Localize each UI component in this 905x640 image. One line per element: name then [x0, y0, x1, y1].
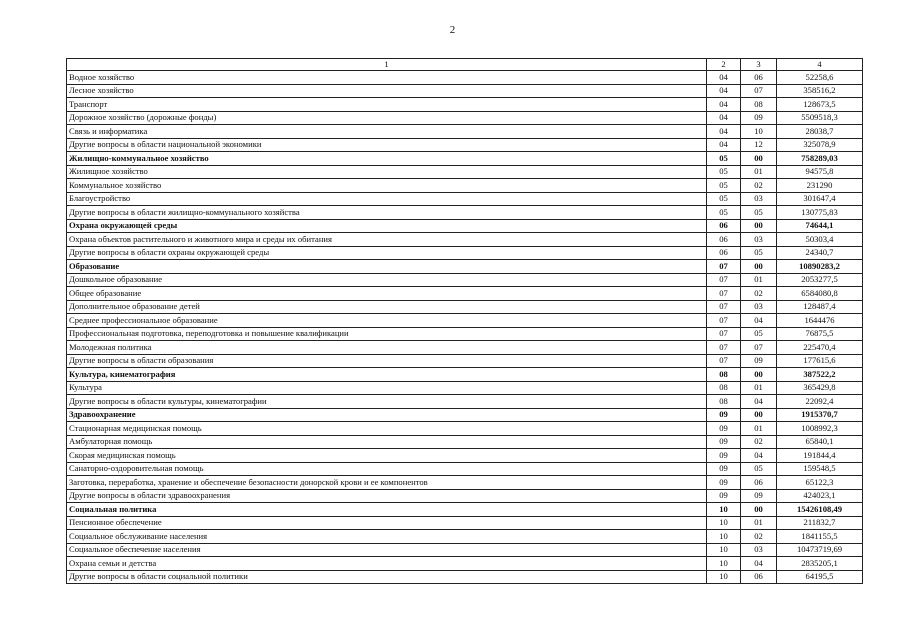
table-row — [67, 462, 863, 476]
amount-cell: 2835205,1 — [777, 557, 863, 571]
row-name-cell: Среднее профессиональное образование — [67, 314, 707, 328]
subsection-code-cell: 06 — [741, 570, 777, 584]
section-code-cell: 08 — [707, 395, 741, 409]
amount-cell: 211832,7 — [777, 516, 863, 530]
section-code-cell: 07 — [707, 260, 741, 274]
section-code-cell: 04 — [707, 71, 741, 85]
row-name-cell: Благоустройство — [67, 192, 707, 206]
row-name-cell: Связь и информатика — [67, 125, 707, 139]
table-row — [67, 314, 863, 328]
amount-cell: 52258,6 — [777, 71, 863, 85]
row-name-cell: Другие вопросы в области охраны окружающей среды — [67, 246, 707, 260]
amount-cell: 1008992,3 — [777, 422, 863, 436]
row-name-cell: Дорожное хозяйство (дорожные фонды) — [67, 111, 707, 125]
section-code-cell: 07 — [707, 341, 741, 355]
subsection-code-cell: 07 — [741, 341, 777, 355]
amount-cell: 128487,4 — [777, 300, 863, 314]
section-code-cell: 08 — [707, 381, 741, 395]
section-code-cell: 09 — [707, 462, 741, 476]
row-name-cell: Охрана объектов растительного и животного мира и среды их обитания — [67, 233, 707, 247]
table-row — [67, 300, 863, 314]
subsection-code-cell: 06 — [741, 71, 777, 85]
section-code-cell: 06 — [707, 219, 741, 233]
row-name-cell: Молодежная политика — [67, 341, 707, 355]
table-row — [67, 125, 863, 139]
table-row — [67, 395, 863, 409]
table-row — [67, 368, 863, 382]
section-code-cell: 07 — [707, 354, 741, 368]
subsection-code-cell: 00 — [741, 152, 777, 166]
subsection-code-cell: 04 — [741, 449, 777, 463]
table-header-row — [67, 59, 863, 71]
subsection-code-cell: 12 — [741, 138, 777, 152]
row-name-cell: Пенсионное обеспечение — [67, 516, 707, 530]
row-name-cell: Водное хозяйство — [67, 71, 707, 85]
section-code-cell: 09 — [707, 435, 741, 449]
table-row — [67, 435, 863, 449]
row-name-cell: Стационарная медицинская помощь — [67, 422, 707, 436]
section-code-cell: 10 — [707, 530, 741, 544]
amount-cell: 76875,5 — [777, 327, 863, 341]
amount-cell: 1915370,7 — [777, 408, 863, 422]
amount-cell: 24340,7 — [777, 246, 863, 260]
section-code-cell: 04 — [707, 138, 741, 152]
section-code-cell: 09 — [707, 449, 741, 463]
table-row — [67, 273, 863, 287]
subsection-code-cell: 03 — [741, 192, 777, 206]
section-code-cell: 05 — [707, 206, 741, 220]
subsection-code-cell: 10 — [741, 125, 777, 139]
amount-cell: 2053277,5 — [777, 273, 863, 287]
section-code-cell: 07 — [707, 314, 741, 328]
subsection-code-cell: 04 — [741, 395, 777, 409]
section-code-cell: 10 — [707, 516, 741, 530]
table-row — [67, 111, 863, 125]
subsection-code-cell: 00 — [741, 219, 777, 233]
amount-cell: 10473719,69 — [777, 543, 863, 557]
table-row — [67, 327, 863, 341]
row-name-cell: Другие вопросы в области образования — [67, 354, 707, 368]
table-row — [67, 84, 863, 98]
table-row — [67, 192, 863, 206]
table-row — [67, 246, 863, 260]
row-name-cell: Социальное обеспечение населения — [67, 543, 707, 557]
section-code-cell: 05 — [707, 179, 741, 193]
column-header-1: 1 — [67, 59, 707, 71]
section-code-cell: 04 — [707, 98, 741, 112]
row-name-cell: Жилищно-коммунальное хозяйство — [67, 152, 707, 166]
amount-cell: 15426108,49 — [777, 503, 863, 517]
page-number: 2 — [449, 24, 456, 36]
subsection-code-cell: 09 — [741, 489, 777, 503]
row-name-cell: Скорая медицинская помощь — [67, 449, 707, 463]
amount-cell: 130775,83 — [777, 206, 863, 220]
table-body — [67, 71, 863, 584]
amount-cell: 10890283,2 — [777, 260, 863, 274]
table-row — [67, 165, 863, 179]
subsection-code-cell: 01 — [741, 516, 777, 530]
section-code-cell: 07 — [707, 273, 741, 287]
row-name-cell: Дошкольное образование — [67, 273, 707, 287]
column-header-2: 2 — [707, 59, 741, 71]
subsection-code-cell: 00 — [741, 503, 777, 517]
table-row — [67, 287, 863, 301]
amount-cell: 358516,2 — [777, 84, 863, 98]
table-row — [67, 179, 863, 193]
amount-cell: 6584080,8 — [777, 287, 863, 301]
table-row — [67, 422, 863, 436]
row-name-cell: Здравоохранение — [67, 408, 707, 422]
row-name-cell: Санаторно-оздоровительная помощь — [67, 462, 707, 476]
row-name-cell: Другие вопросы в области жилищно-коммунального хозяйства — [67, 206, 707, 220]
row-name-cell: Жилищное хозяйство — [67, 165, 707, 179]
row-name-cell: Социальная политика — [67, 503, 707, 517]
table-row — [67, 381, 863, 395]
row-name-cell: Коммунальное хозяйство — [67, 179, 707, 193]
subsection-code-cell: 02 — [741, 435, 777, 449]
subsection-code-cell: 09 — [741, 111, 777, 125]
amount-cell: 191844,4 — [777, 449, 863, 463]
section-code-cell: 06 — [707, 246, 741, 260]
amount-cell: 65122,3 — [777, 476, 863, 490]
section-code-cell: 09 — [707, 422, 741, 436]
section-code-cell: 04 — [707, 111, 741, 125]
budget-table — [66, 58, 863, 584]
amount-cell: 424023,1 — [777, 489, 863, 503]
section-code-cell: 05 — [707, 192, 741, 206]
amount-cell: 159548,5 — [777, 462, 863, 476]
amount-cell: 50303,4 — [777, 233, 863, 247]
subsection-code-cell: 02 — [741, 179, 777, 193]
subsection-code-cell: 05 — [741, 462, 777, 476]
table-row — [67, 408, 863, 422]
row-name-cell: Общее образование — [67, 287, 707, 301]
section-code-cell: 10 — [707, 570, 741, 584]
table-row — [67, 476, 863, 490]
subsection-code-cell: 00 — [741, 408, 777, 422]
table-row — [67, 138, 863, 152]
subsection-code-cell: 01 — [741, 273, 777, 287]
section-code-cell: 04 — [707, 84, 741, 98]
row-name-cell: Транспорт — [67, 98, 707, 112]
row-name-cell: Образование — [67, 260, 707, 274]
row-name-cell: Профессиональная подготовка, переподготовка и повышение квалификации — [67, 327, 707, 341]
section-code-cell: 09 — [707, 489, 741, 503]
column-header-4: 4 — [777, 59, 863, 71]
table-row — [67, 516, 863, 530]
subsection-code-cell: 05 — [741, 206, 777, 220]
amount-cell: 365429,8 — [777, 381, 863, 395]
section-code-cell: 04 — [707, 125, 741, 139]
table-row — [67, 543, 863, 557]
row-name-cell: Другие вопросы в области социальной политики — [67, 570, 707, 584]
table-row — [67, 354, 863, 368]
row-name-cell: Заготовка, переработка, хранение и обеспечение безопасности донорской крови и ее компонентов — [67, 476, 707, 490]
row-name-cell: Другие вопросы в области культуры, кинематографии — [67, 395, 707, 409]
section-code-cell: 10 — [707, 503, 741, 517]
table-row — [67, 219, 863, 233]
amount-cell: 5509518,3 — [777, 111, 863, 125]
subsection-code-cell: 01 — [741, 165, 777, 179]
amount-cell: 28038,7 — [777, 125, 863, 139]
table-row — [67, 98, 863, 112]
amount-cell: 22092,4 — [777, 395, 863, 409]
table-row — [67, 152, 863, 166]
amount-cell: 177615,6 — [777, 354, 863, 368]
row-name-cell: Социальное обслуживание населения — [67, 530, 707, 544]
row-name-cell: Лесное хозяйство — [67, 84, 707, 98]
row-name-cell: Охрана окружающей среды — [67, 219, 707, 233]
section-code-cell: 06 — [707, 233, 741, 247]
table-row — [67, 570, 863, 584]
subsection-code-cell: 05 — [741, 327, 777, 341]
table-row — [67, 260, 863, 274]
row-name-cell: Амбулаторная помощь — [67, 435, 707, 449]
amount-cell: 65840,1 — [777, 435, 863, 449]
subsection-code-cell: 01 — [741, 381, 777, 395]
section-code-cell: 07 — [707, 300, 741, 314]
amount-cell: 758289,03 — [777, 152, 863, 166]
row-name-cell: Другие вопросы в области национальной экономики — [67, 138, 707, 152]
subsection-code-cell: 02 — [741, 287, 777, 301]
row-name-cell: Другие вопросы в области здравоохранения — [67, 489, 707, 503]
subsection-code-cell: 07 — [741, 84, 777, 98]
subsection-code-cell: 04 — [741, 314, 777, 328]
amount-cell: 325078,9 — [777, 138, 863, 152]
section-code-cell: 09 — [707, 408, 741, 422]
row-name-cell: Дополнительное образование детей — [67, 300, 707, 314]
amount-cell: 301647,4 — [777, 192, 863, 206]
amount-cell: 1841155,5 — [777, 530, 863, 544]
amount-cell: 225470,4 — [777, 341, 863, 355]
section-code-cell: 05 — [707, 152, 741, 166]
subsection-code-cell: 06 — [741, 476, 777, 490]
section-code-cell: 10 — [707, 557, 741, 571]
table-row — [67, 71, 863, 85]
table-row — [67, 557, 863, 571]
subsection-code-cell: 00 — [741, 368, 777, 382]
table-row — [67, 341, 863, 355]
amount-cell: 74644,1 — [777, 219, 863, 233]
subsection-code-cell: 03 — [741, 543, 777, 557]
row-name-cell: Культура, кинематография — [67, 368, 707, 382]
amount-cell: 387522,2 — [777, 368, 863, 382]
subsection-code-cell: 09 — [741, 354, 777, 368]
amount-cell: 94575,8 — [777, 165, 863, 179]
amount-cell: 64195,5 — [777, 570, 863, 584]
amount-cell: 128673,5 — [777, 98, 863, 112]
subsection-code-cell: 03 — [741, 300, 777, 314]
table-row — [67, 503, 863, 517]
row-name-cell: Охрана семьи и детства — [67, 557, 707, 571]
table-row — [67, 530, 863, 544]
amount-cell: 231290 — [777, 179, 863, 193]
subsection-code-cell: 05 — [741, 246, 777, 260]
column-header-3: 3 — [741, 59, 777, 71]
section-code-cell: 07 — [707, 327, 741, 341]
subsection-code-cell: 01 — [741, 422, 777, 436]
amount-cell: 1644476 — [777, 314, 863, 328]
section-code-cell: 10 — [707, 543, 741, 557]
table-row — [67, 489, 863, 503]
section-code-cell: 05 — [707, 165, 741, 179]
subsection-code-cell: 08 — [741, 98, 777, 112]
section-code-cell: 08 — [707, 368, 741, 382]
subsection-code-cell: 00 — [741, 260, 777, 274]
section-code-cell: 07 — [707, 287, 741, 301]
subsection-code-cell: 02 — [741, 530, 777, 544]
row-name-cell: Культура — [67, 381, 707, 395]
subsection-code-cell: 04 — [741, 557, 777, 571]
section-code-cell: 09 — [707, 476, 741, 490]
table-row — [67, 206, 863, 220]
subsection-code-cell: 03 — [741, 233, 777, 247]
table-row — [67, 449, 863, 463]
table-row — [67, 233, 863, 247]
